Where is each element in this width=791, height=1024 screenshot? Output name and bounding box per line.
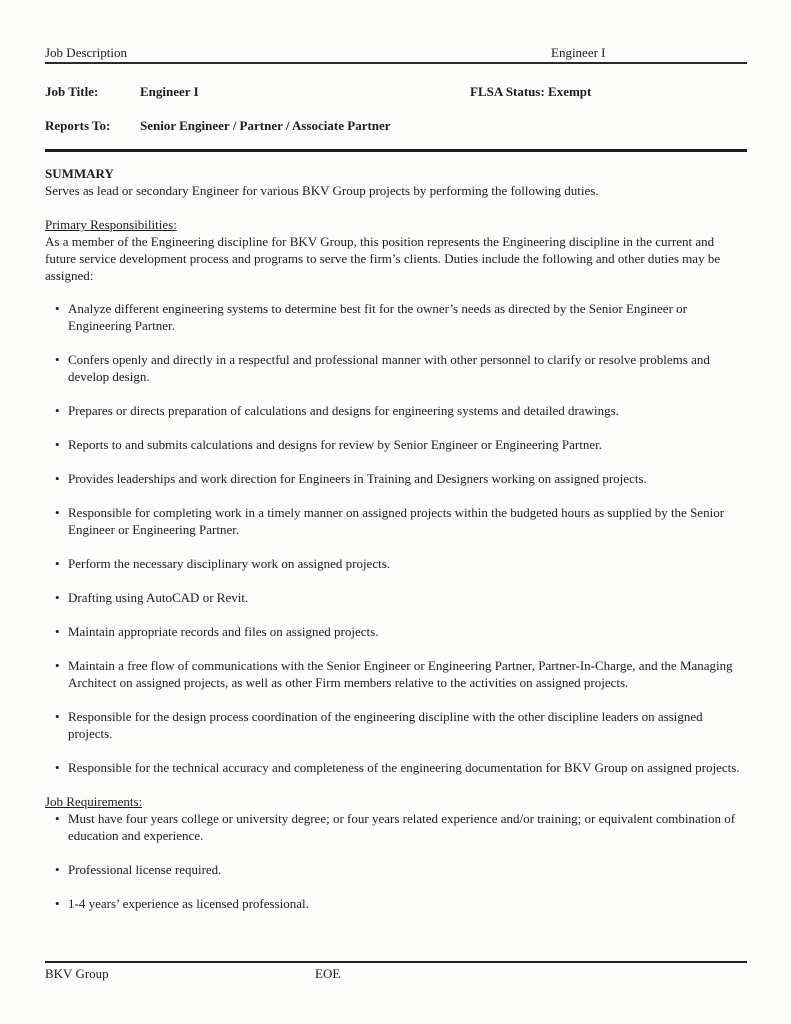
job-title-row bbox=[45, 83, 747, 100]
bullet-icon: • bbox=[55, 658, 60, 673]
bullet-icon: • bbox=[55, 709, 60, 724]
primary-responsibilities-intro: As a member of the Engineering discipline for BKV Group, this position represents the Engineering discipline in the current and future service development process and programs to serve the firm’s clients. Duties include the following and other duties may be assigned: bbox=[45, 234, 721, 283]
list-item bbox=[55, 589, 747, 606]
page-footer bbox=[45, 961, 747, 982]
list-item bbox=[55, 402, 747, 419]
list-item-text: Perform the necessary disciplinary work on assigned projects. bbox=[68, 556, 391, 571]
job-title-label: Job Title: bbox=[45, 84, 99, 99]
reports-to-row bbox=[45, 117, 747, 134]
bullet-icon: • bbox=[55, 896, 60, 911]
bullet-icon: • bbox=[55, 403, 60, 418]
job-requirements-heading: Job Requirements: bbox=[45, 794, 143, 809]
header-position-title: Engineer I bbox=[551, 45, 606, 60]
bullet-icon: • bbox=[55, 862, 60, 877]
bullet-icon: • bbox=[55, 505, 60, 520]
primary-responsibilities-heading: Primary Responsibilities: bbox=[45, 217, 177, 232]
summary-heading: SUMMARY bbox=[45, 166, 114, 181]
bullet-icon: • bbox=[55, 624, 60, 639]
summary-text: Serves as lead or secondary Engineer for various BKV Group projects by performing the following duties. bbox=[45, 183, 599, 198]
job-title-value: Engineer I bbox=[140, 84, 199, 99]
running-header bbox=[45, 44, 747, 64]
bullet-icon: • bbox=[55, 301, 60, 316]
list-item bbox=[55, 895, 747, 912]
bullet-icon: • bbox=[55, 437, 60, 452]
list-item bbox=[55, 861, 747, 878]
header-divider-rule bbox=[45, 149, 747, 152]
list-item bbox=[55, 436, 747, 453]
flsa-status: FLSA Status: Exempt bbox=[470, 84, 592, 99]
footer-company-name: BKV Group bbox=[45, 966, 109, 981]
primary-responsibilities-list bbox=[45, 300, 747, 776]
list-item bbox=[55, 351, 747, 385]
list-item-text: Reports to and submits calculations and designs for review by Senior Engineer or Engineering Partner. bbox=[68, 437, 602, 452]
list-item-text: Maintain appropriate records and files on assigned projects. bbox=[68, 624, 379, 639]
bullet-icon: • bbox=[55, 352, 60, 367]
list-item bbox=[55, 759, 747, 776]
list-item bbox=[55, 504, 747, 538]
list-item-text: Responsible for the design process coordination of the engineering discipline with the other discipline leaders on assigned projects. bbox=[68, 709, 703, 741]
list-item bbox=[55, 623, 747, 640]
list-item bbox=[55, 810, 747, 844]
list-item-text: Responsible for the technical accuracy and completeness of the engineering documentation for BKV Group on assigned projects. bbox=[68, 760, 740, 775]
bullet-icon: • bbox=[55, 590, 60, 605]
list-item-text: Must have four years college or university degree; or four years related experience and/or training; or equivalent combination of education and experience. bbox=[68, 811, 736, 843]
bullet-icon: • bbox=[55, 471, 60, 486]
list-item-text: 1-4 years’ experience as licensed professional. bbox=[68, 896, 309, 911]
bullet-icon: • bbox=[55, 556, 60, 571]
list-item-text: Maintain a free flow of communications with the Senior Engineer or Engineering Partner, Partner-In-Charge, and the Managing Architect on assigned projects, as well as other Firm members relative to the activities on assigned projects. bbox=[68, 658, 733, 690]
list-item-text: Confers openly and directly in a respectful and professional manner with other personnel to clarify or resolve problems and develop design. bbox=[68, 352, 710, 384]
reports-to-value: Senior Engineer / Partner / Associate Partner bbox=[140, 118, 391, 133]
list-item bbox=[55, 657, 747, 691]
bullet-icon: • bbox=[55, 760, 60, 775]
list-item-text: Drafting using AutoCAD or Revit. bbox=[68, 590, 249, 605]
list-item bbox=[55, 470, 747, 487]
bullet-icon: • bbox=[55, 811, 60, 826]
list-item-text: Provides leaderships and work direction for Engineers in Training and Designers working on assigned projects. bbox=[68, 471, 647, 486]
footer-eoe-text: EOE bbox=[315, 966, 341, 981]
header-document-type: Job Description bbox=[45, 45, 127, 60]
job-requirements-list bbox=[45, 810, 747, 912]
list-item-text: Analyze different engineering systems to determine best fit for the owner’s needs as directed by the Senior Engineer or Engineering Partner. bbox=[68, 301, 687, 333]
reports-to-label: Reports To: bbox=[45, 118, 111, 133]
list-item bbox=[55, 300, 747, 334]
list-item-text: Professional license required. bbox=[68, 862, 222, 877]
list-item-text: Prepares or directs preparation of calculations and designs for engineering systems and detailed drawings. bbox=[68, 403, 619, 418]
list-item bbox=[55, 708, 747, 742]
list-item-text: Responsible for completing work in a timely manner on assigned projects within the budgeted hours as supplied by the Senior Engineer or Engineering Partner. bbox=[68, 505, 725, 537]
list-item bbox=[55, 555, 747, 572]
